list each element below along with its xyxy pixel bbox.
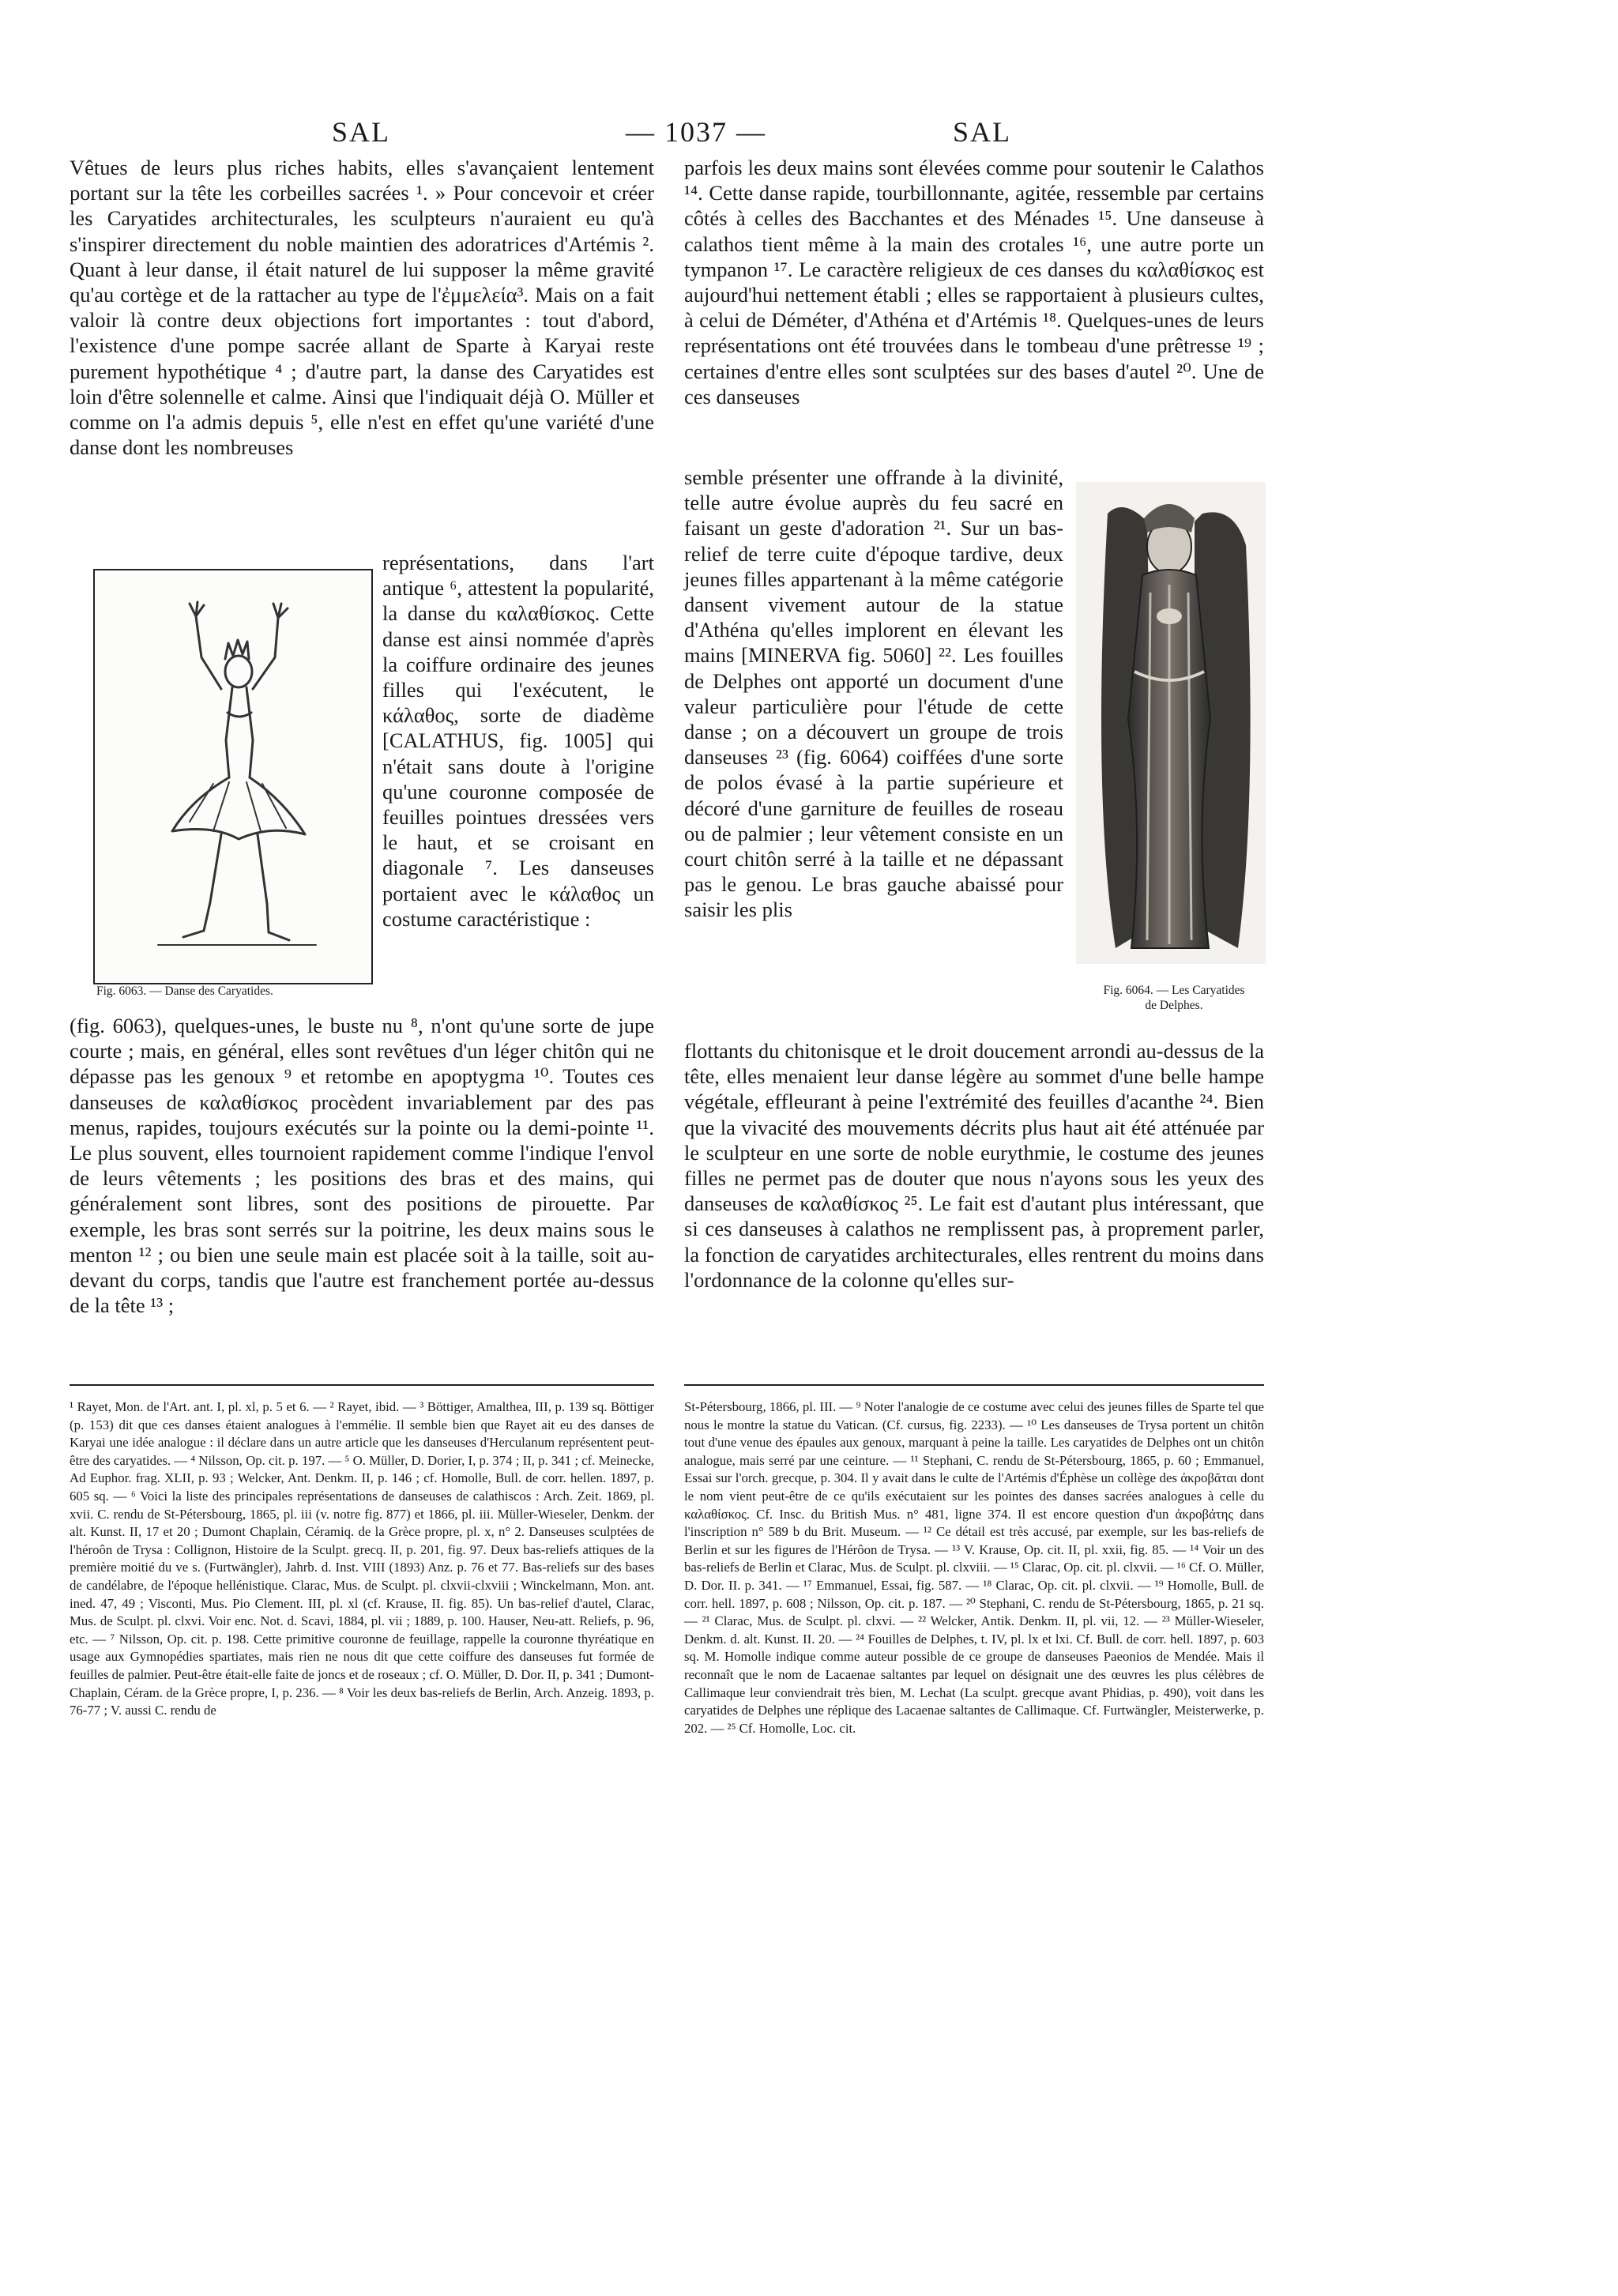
figure-6063-caption: Fig. 6063. — Danse des Caryatides. bbox=[96, 984, 273, 998]
left-paragraph-bottom: (fig. 6063), quelques-unes, le buste nu ⁸, n'ont qu'une sorte de jupe courte ; mais, en général, elles sont revêtues d'un léger chitôn qui ne dépasse pas les genoux ⁹ et retombe en apoptygma ¹⁰. Toutes ces danseuses de καλαθίσκος procèdent invariablement par des pas menus, rapides, toujours exécutés sur la pointe ou la demi-pointe ¹¹. Le plus souvent, elles tournoient rapidement comme l'indique l'envol de leurs vêtements ; les positions des bras et des mains, qui généralement sont libres, sont des positions de pirouette. Par exemple, les bras sont serrés sur la poitrine, les deux mains sous le menton ¹² ; ou bien une seule main est placée soit à la taille, soit au-devant du corps, tandis que l'autre est franchement portée au-dessus de la tête ¹³ ; bbox=[70, 1014, 654, 1318]
left-column-top bbox=[70, 155, 654, 460]
running-head-right: SAL bbox=[953, 116, 1012, 148]
right-paragraph-bottom: flottants du chitonisque et le droit doucement arrondi au-dessus de la tête, elles menaient leur danse légère au sommet d'une belle hampe végétale, effleurant à peine l'extrémité des feuilles d'acanthe ²⁴. Bien que la vivacité des mouvements décrits plus haut ait été atténuée par le sculpteur en une sorte de noble eurythmie, le costume des jeunes filles ne permet pas de douter que nous n'ayons sous les yeux des danseuses de καλαθίσκος ²⁵. Le fait est d'autant plus intéressant, que si ces danseuses à calathos ne remplissent pas, à proprement parler, la fonction de caryatides architecturales, elles rentrent du moins dans l'ordonnance de la colonne qu'elles sur- bbox=[684, 1039, 1264, 1292]
footnotes-left bbox=[70, 1398, 654, 1720]
right-column-bottom bbox=[684, 1038, 1264, 1293]
footnote-rule-right bbox=[684, 1384, 1264, 1386]
figure-6063 bbox=[93, 569, 373, 984]
left-column-bottom bbox=[70, 1013, 654, 1318]
footnote-rule-left bbox=[70, 1384, 654, 1386]
figure-6064 bbox=[1076, 482, 1266, 964]
figure-6064-caption-line1: Fig. 6064. — Les Caryatides bbox=[1103, 984, 1245, 997]
figure-6064-caption bbox=[1063, 983, 1285, 1013]
figure-6064-caption-line2: de Delphes. bbox=[1145, 999, 1203, 1012]
footnotes-right bbox=[684, 1398, 1264, 1737]
page-number: — 1037 — bbox=[626, 116, 766, 148]
footnotes-right-text: St-Pétersbourg, 1866, pl. III. — ⁹ Noter l'analogie de ce costume avec celui des jeunes filles de Sparte tel que nous le montre la statue du Vatican. (Cf. cursus, fig. 2233). — ¹⁰ Les danseuses de Trysa portent un chitôn tout d'une venue des épaules aux genoux, marquant à peine la taille. Les caryatides de Delphes ont un chitôn analogue, mais serré par une ceinture. — ¹¹ Stephani, C. rendu de St-Pétersbourg, 1865, p. 60 ; Emmanuel, Essai sur l'orch. grecque, p. 304. Il y avait dans le culte de l'Artémis d'Éphèse un collège des ἀκροβᾶται dont le nom vient peut-être de ce qu'ils exécutaient sur les pointes des danses sacrées analogues à celle du καλαθίσκος. Cf. Insc. du British Mus. n° 481, ligne 374. Il est encore question d'un ἀκροβάτης dans l'inscription n° 589 b du Brit. Museum. — ¹² Ce détail est très accusé, par exemple, sur les bas-reliefs de Berlin et sur les figures de l'Hérôon de Trysa. — ¹³ V. Krause, Op. cit. II, pl. xxii, fig. 85. — ¹⁴ Voir un des bas-reliefs de Berlin et Clarac, Mus. de Sculpt. pl. clxviii. — ¹⁵ Clarac, Op. cit. pl. clxvii. — ¹⁶ Cf. O. Müller, D. Dor. II. p. 341. — ¹⁷ Emmanuel, Essai, fig. 587. — ¹⁸ Clarac, Op. cit. pl. clxvii. — ¹⁹ Homolle, Bull. de corr. hell. 1897, p. 608 ; Nilsson, Op. cit. p. 187. — ²⁰ Stephani, C. rendu de St-Pétersbourg, 1865, p. 21 sq. — ²¹ Clarac, Mus. de Sculpt. pl. clxvi. — ²² Welcker, Antik. Denkm. II, pl. vii, 12. — ²³ Müller-Wieseler, Denkm. d. alt. Kunst. II. 20. — ²⁴ Fouilles de Delphes, t. IV, pl. lx et lxi. Cf. Bull. de corr. hell. 1897, p. 603 sq. M. Homolle indique comme auteur possible de ce groupe de danseuses Paeonios de Mendée. Mais il reconnaît que le nom de Lacaenae saltantes par lequel on désignait une des œuvres les plus célèbres de Callimaque leur conviendrait très bien, M. Lechat (La sculpt. grecque avant Phidias, p. 490), voit dans les caryatides de Delphes une réplique des Lacaenae saltantes de Callimaque. Cf. Furtwängler, Meisterwerke, p. 202. — ²⁵ Cf. Homolle, Loc. cit. bbox=[684, 1399, 1264, 1736]
right-paragraph-top: parfois les deux mains sont élevées comme pour soutenir le Calathos ¹⁴. Cette danse rapide, tourbillonnante, agitée, ressemble par certains côtés à celles des Bacchantes et des Ménades ¹⁵. Une danseuse à calathos tient même à la main des crotales ¹⁶, une autre porte un tympanon ¹⁷. Le caractère religieux de ces danses du καλαθίσκος est aujourd'hui nettement établi ; elles se rapportaient à plusieurs cultes, à celui de Déméter, d'Athéna et d'Artémis ¹⁸. Quelques-unes de leurs représentations ont été trouvées dans le tombeau d'une prêtresse ¹⁹ ; certaines d'entre elles sont sculptées sur des bases d'autel ²⁰. Une de ces danseuses bbox=[684, 156, 1264, 408]
running-head-left: SAL bbox=[332, 116, 391, 148]
dancing-caryatid-drawing bbox=[95, 570, 371, 983]
footnotes-left-text: ¹ Rayet, Mon. de l'Art. ant. I, pl. xl, p. 5 et 6. — ² Rayet, ibid. — ³ Böttiger, Amalthea, III, p. 139 sq. Böttiger (p. 153) dit que ces danses étaient analogues à l'emmélie. Il semble bien que Rayet ait eu des danses de Karyai une idée analogue : il déclare dans un autre article que les danseuses d'Herculanum représentent peut-être des caryatides. — ⁴ Nilsson, Op. cit. p. 197. — ⁵ O. Müller, D. Dorier, I, p. 374 ; II, p. 341 ; cf. Meinecke, Ad Euphor. frag. XLII, p. 93 ; Welcker, Ant. Denkm. II, p. 146 ; cf. Homolle, Bull. de corr. hellen. 1897, p. 605 sq. — ⁶ Voici la liste des principales représentations de danseuses de calathiscos : Arch. Zeit. 1869, pl. xvii. C. rendu de St-Pétersbourg, 1865, pl. iii (v. notre fig. 877) et 1866, pl. iii. Müller-Wieseler, Denkm. der alt. Kunst. II, 17 et 20 ; Dumont Chaplain, Céramiq. de la Grèce propre, pl. x, n° 2. Danseuses sculptées de l'héroôn de Trysa : Collignon, Histoire de la Sculpt. grecq. II, p. 201, fig. 97. Deux bas-reliefs attiques de la première moitié du ve s. (Furtwängler), Jahrb. d. Inst. VIII (1893) Anz. p. 76 et 77. Bas-reliefs sur des bases de candélabre, de l'époque hellénistique. Clarac, Mus. de Sculpt. pl. clxvii-clxviii ; Winckelmann, Mon. ant. ined. 47, 49 ; Visconti, Mus. Pio Clement. III, pl. xl (cf. Krause, II. fig. 85). Un bas-relief d'autel, Clarac, Mus. de Sculpt. pl. clxvi. Voir enc. Not. d. Scavi, 1884, pl. vii ; 1889, p. 100. Hauser, Neu-att. Reliefs, p. 96, etc. — ⁷ Nilsson, Op. cit. p. 198. Cette primitive couronne de feuillage, rappelle la couronne thyréatique en usage aux Gymnopédies spartiates, mais rien ne nous dit que cette coiffure des danseuses fut formée de feuilles de palmier. Peut-être était-elle faite de joncs et de roseaux ; cf. O. Müller, D. Dor. II, p. 341 ; Dumont-Chaplain, Céram. de la Grèce propre, I, p. 236. — ⁸ Voir les deux bas-reliefs de Berlin, Arch. Anzeig. 1893, p. 76-77 ; V. aussi C. rendu de bbox=[70, 1399, 654, 1718]
left-paragraph-top: Vêtues de leurs plus riches habits, elles s'avançaient lentement portant sur la tête les corbeilles sacrées ¹. » Pour concevoir et créer les Caryatides architecturales, les sculpteurs n'auraient eu qu'à s'inspirer directement du noble maintien des adoratrices d'Artémis ². Quant à leur danse, il était naturel de lui supposer la même gravité qu'au cortège et de la rattacher au type de l'ἐμμελεία³. Mais on a fait valoir là contre deux objections fort importantes : tout d'abord, l'existence d'une pompe sacrée allant de Sparte à Karyai reste purement hypothétique ⁴ ; d'autre part, la danse des Caryatides est loin d'être solennelle et calme. Ainsi que l'indiquait déjà O. Müller et comme on l'a admis depuis ⁵, elle n'est en effet qu'une variété d'une danse dont les nombreuses bbox=[70, 156, 654, 460]
left-beside-figure-text: représentations, dans l'art antique ⁶, attestent la popularité, la danse du καλαθίσκος. Cette danse est ainsi nommée d'après la coiffure ordinaire des jeunes filles qui l'exécutent, le κάλαθος, sorte de diadème [CALATHUS, fig. 1005] qui n'était sans doute à l'origine qu'une couronne composée de feuilles pointues dressées vers le haut, et se croisant en diagonale ⁷. Les danseuses portaient avec le κάλαθος un costume caractéristique : bbox=[382, 551, 654, 931]
delphi-caryatid-photo bbox=[1076, 482, 1266, 964]
right-beside-figure-text: semble présenter une offrande à la divinité, telle autre évolue auprès du feu sacré en faisant un geste d'adoration ²¹. Sur un bas-relief de terre cuite d'époque tardive, deux jeunes filles appartenant à la même catégorie dansent vivement autour de la statue d'Athéna qu'elles implorent en élevant les mains [MINERVA fig. 5060] ²². Les fouilles de Delphes ont apporté un document d'une valeur particulière pour l'étude de cette danse ; on a découvert un groupe de trois danseuses ²³ (fig. 6064) coiffées d'une sorte de polos évasé à la partie supérieure et décoré d'une garniture de feuilles de roseau ou de palmier ; leur vêtement consiste en un court chitôn serré à la taille et ne dépassant pas le genou. Le bras gauche abaissé pour saisir les plis bbox=[684, 465, 1063, 922]
right-column-top bbox=[684, 155, 1264, 409]
